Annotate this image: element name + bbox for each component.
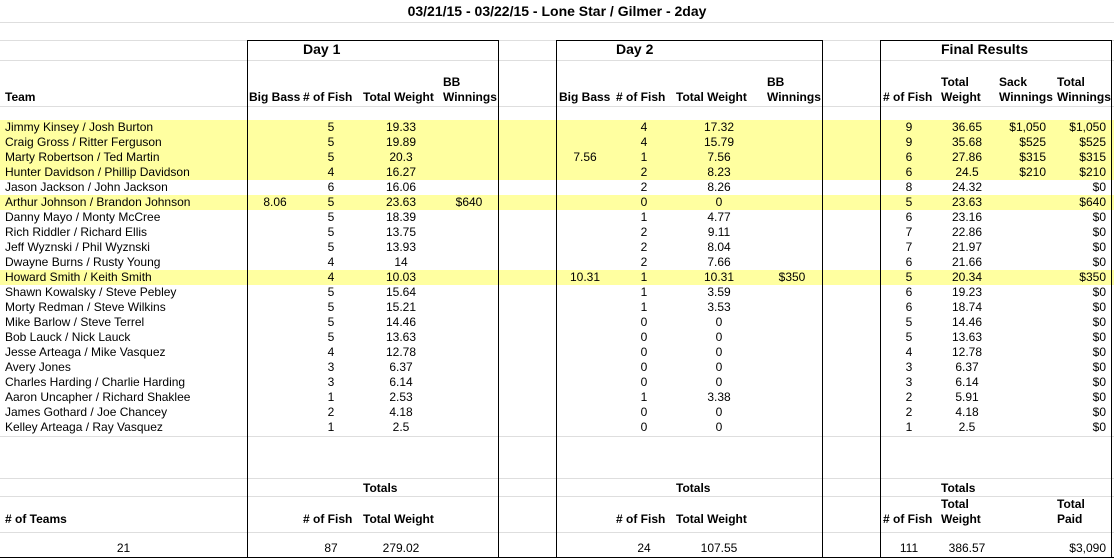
cell-f-wt: 35.68 — [951, 135, 983, 149]
cell-f-wt: 4.18 — [955, 405, 979, 419]
cell-team: Jimmy Kinsey / Josh Burton — [5, 120, 154, 134]
cell-team: Marty Robertson / Ted Martin — [5, 150, 160, 164]
cell-d2-fish: 2 — [640, 240, 648, 254]
cell-d2-wt: 9.11 — [707, 225, 731, 239]
day2-right-border — [822, 40, 823, 558]
cell-d1-fish: 5 — [327, 330, 335, 344]
cell-f-sack: $315 — [1019, 150, 1046, 164]
cell-d2-wt: 0 — [715, 360, 723, 374]
totals-d1-label: Totals — [363, 481, 398, 495]
cell-f-wt: 36.65 — [951, 120, 983, 134]
cell-f-fish: 5 — [905, 270, 913, 284]
header-f-total-winnings: Winnings — [1057, 90, 1111, 104]
cell-d2-wt: 3.59 — [707, 285, 731, 299]
cell-f-wt: 23.63 — [951, 195, 983, 209]
cell-d1-wt: 23.63 — [385, 195, 417, 209]
cell-d1-fish: 5 — [327, 120, 335, 134]
totals-f-label: Totals — [941, 481, 976, 495]
cell-d2-bb: 7.56 — [573, 150, 597, 164]
cell-f-total: $0 — [1092, 420, 1106, 434]
cell-d1-wt: 12.78 — [385, 345, 417, 359]
cell-f-fish: 9 — [905, 135, 913, 149]
cell-d1-fish: 5 — [327, 285, 335, 299]
header-d1-big-bass: Big Bass — [249, 90, 301, 104]
day2-top-border — [556, 40, 823, 41]
cell-d1-wt: 19.89 — [385, 135, 417, 149]
totals-num-teams-label: # of Teams — [5, 512, 67, 526]
cell-team: Jeff Wyznski / Phil Wyznski — [5, 240, 150, 254]
totals-f-weight: 386.57 — [948, 541, 986, 555]
totals-d1-fish-label: # of Fish — [303, 512, 353, 526]
header-d2-big-bass: Big Bass — [559, 90, 611, 104]
cell-f-wt: 6.14 — [955, 375, 979, 389]
cell-d2-wt: 17.32 — [703, 120, 735, 134]
cell-d1-fish: 5 — [327, 225, 335, 239]
cell-f-fish: 6 — [905, 210, 913, 224]
cell-f-total: $0 — [1092, 255, 1106, 269]
cell-d2-wt: 8.26 — [707, 180, 731, 194]
cell-f-fish: 6 — [905, 285, 913, 299]
cell-f-wt: 5.91 — [955, 390, 979, 404]
cell-f-total: $0 — [1092, 225, 1106, 239]
cell-f-total: $315 — [1079, 150, 1106, 164]
cell-d2-fish: 0 — [640, 360, 648, 374]
cell-d1-fish: 2 — [327, 405, 335, 419]
header-f-total: Total — [941, 75, 969, 89]
cell-f-wt: 21.97 — [951, 240, 983, 254]
cell-d1-wt: 2.5 — [392, 420, 410, 434]
cell-d1-wt: 10.03 — [385, 270, 417, 284]
cell-f-wt: 20.34 — [951, 270, 983, 284]
day1-left-border — [247, 40, 248, 558]
cell-d1-wt: 2.53 — [389, 390, 413, 404]
cell-team: Avery Jones — [5, 360, 71, 374]
cell-f-fish: 5 — [905, 330, 913, 344]
final-title: Final Results — [941, 41, 1029, 57]
header-team: Team — [5, 90, 36, 104]
cell-team: Rich Riddler / Richard Ellis — [5, 225, 148, 239]
cell-d2-wt: 0 — [715, 330, 723, 344]
cell-f-fish: 4 — [905, 345, 913, 359]
cell-d2-wt: 0 — [715, 420, 723, 434]
day2-left-border — [556, 40, 557, 558]
cell-f-fish: 7 — [905, 240, 913, 254]
cell-d1-fish: 4 — [327, 345, 335, 359]
cell-d2-fish: 1 — [640, 300, 648, 314]
cell-f-total: $640 — [1079, 195, 1106, 209]
cell-d1-fish: 3 — [327, 375, 335, 389]
cell-d2-wt: 0 — [715, 195, 723, 209]
cell-d2-fish: 2 — [640, 225, 648, 239]
cell-f-wt: 24.5 — [955, 165, 979, 179]
cell-team: Kelley Arteaga / Ray Vasquez — [5, 420, 163, 434]
cell-d2-fish: 1 — [640, 285, 648, 299]
cell-d1-fish: 3 — [327, 360, 335, 374]
cell-f-fish: 8 — [905, 180, 913, 194]
cell-f-fish: 5 — [905, 195, 913, 209]
cell-f-wt: 18.74 — [951, 300, 983, 314]
totals-d2-fish-label: # of Fish — [616, 512, 666, 526]
totals-num-teams: 21 — [116, 541, 131, 555]
cell-team: Charles Harding / Charlie Harding — [5, 375, 186, 389]
cell-f-total: $0 — [1092, 315, 1106, 329]
cell-d1-wt: 15.64 — [385, 285, 417, 299]
cell-f-total: $0 — [1092, 390, 1106, 404]
cell-f-wt: 14.46 — [951, 315, 983, 329]
cell-d1-wt: 20.3 — [389, 150, 413, 164]
header-d2-num-fish: # of Fish — [616, 90, 666, 104]
cell-team: Jason Jackson / John Jackson — [5, 180, 168, 194]
cell-d1-wt: 16.27 — [385, 165, 417, 179]
header-d2-total-weight: Total Weight — [676, 90, 747, 104]
cell-team: Danny Mayo / Monty McCree — [5, 210, 161, 224]
totals-d2-weight-label: Total Weight — [676, 512, 747, 526]
cell-d2-wt: 7.66 — [707, 255, 731, 269]
totals-d1-weight-label: Total Weight — [363, 512, 434, 526]
cell-f-wt: 22.86 — [951, 225, 983, 239]
cell-d2-fish: 1 — [640, 270, 648, 284]
cell-d1-wt: 13.75 — [385, 225, 417, 239]
cell-d2-wt: 3.53 — [707, 300, 731, 314]
cell-d2-wt: 0 — [715, 405, 723, 419]
cell-d2-wt: 0 — [715, 345, 723, 359]
cell-f-total: $0 — [1092, 180, 1106, 194]
cell-f-fish: 3 — [905, 375, 913, 389]
cell-d1-fish: 6 — [327, 180, 335, 194]
cell-d2-wt: 0 — [715, 375, 723, 389]
cell-d1-fish: 4 — [327, 165, 335, 179]
day1-top-border — [247, 40, 499, 41]
cell-d2-wt: 0 — [715, 315, 723, 329]
cell-f-fish: 6 — [905, 300, 913, 314]
cell-d1-wt: 4.18 — [389, 405, 413, 419]
grid-line — [0, 478, 1114, 479]
day2-title: Day 2 — [616, 41, 654, 57]
cell-d2-fish: 1 — [640, 210, 648, 224]
header-d2-bb: BB — [767, 75, 785, 89]
cell-team: Aaron Uncapher / Richard Shaklee — [5, 390, 191, 404]
totals-f-weight-label: Weight — [941, 512, 981, 526]
totals-d2-weight: 107.55 — [700, 541, 738, 555]
cell-d2-wt: 3.38 — [707, 390, 731, 404]
day1-right-border — [498, 40, 499, 558]
cell-d2-fish: 2 — [640, 180, 648, 194]
cell-d1-fish: 4 — [327, 270, 335, 284]
cell-d2-wt: 8.04 — [707, 240, 731, 254]
cell-f-wt: 23.16 — [951, 210, 983, 224]
cell-f-total: $0 — [1092, 405, 1106, 419]
totals-f-paid: $3,090 — [1069, 541, 1106, 555]
cell-f-total: $1,050 — [1069, 120, 1106, 134]
totals-f-total-label: Total — [941, 497, 969, 511]
grid-line — [0, 532, 1114, 533]
sheet-title: 03/21/15 - 03/22/15 - Lone Star / Gilmer - 2day — [407, 3, 707, 19]
cell-f-total: $525 — [1079, 135, 1106, 149]
totals-d1-fish: 87 — [324, 541, 338, 555]
cell-d1-fish: 5 — [327, 240, 335, 254]
cell-f-fish: 5 — [905, 315, 913, 329]
grid-line — [0, 106, 1114, 107]
header-d1-total-weight: Total Weight — [363, 90, 434, 104]
cell-d1-wt: 15.21 — [385, 300, 417, 314]
cell-f-total: $0 — [1092, 210, 1106, 224]
cell-f-wt: 6.37 — [955, 360, 979, 374]
header-f-weight: Weight — [941, 90, 981, 104]
cell-team: Mike Barlow / Steve Terrel — [5, 315, 145, 329]
cell-d2-fish: 0 — [640, 420, 648, 434]
final-right-border — [1111, 40, 1112, 558]
cell-team: Bob Lauck / Nick Lauck — [5, 330, 131, 344]
cell-d1-fish: 5 — [327, 315, 335, 329]
header-f-total-win: Total — [1057, 75, 1085, 89]
cell-d2-fish: 0 — [640, 345, 648, 359]
cell-d2-bbw: $350 — [778, 270, 806, 284]
grid-line — [0, 60, 1114, 61]
cell-d1-bb: 8.06 — [263, 195, 287, 209]
cell-d1-wt: 16.06 — [385, 180, 417, 194]
cell-d2-wt: 15.79 — [703, 135, 735, 149]
cell-d1-bbw: $640 — [455, 195, 483, 209]
cell-f-total: $350 — [1079, 270, 1106, 284]
cell-f-sack: $210 — [1019, 165, 1046, 179]
cell-d2-wt: 4.77 — [707, 210, 731, 224]
cell-f-fish: 7 — [905, 225, 913, 239]
cell-f-sack: $525 — [1019, 135, 1046, 149]
cell-team: Shawn Kowalsky / Steve Pebley — [5, 285, 177, 299]
cell-f-total: $0 — [1092, 360, 1106, 374]
cell-d1-fish: 5 — [327, 135, 335, 149]
totals-f-fish: 111 — [899, 541, 919, 555]
cell-d1-wt: 13.63 — [385, 330, 417, 344]
cell-d2-fish: 2 — [640, 165, 648, 179]
cell-d1-fish: 1 — [327, 420, 335, 434]
cell-team: Hunter Davidson / Phillip Davidson — [5, 165, 190, 179]
cell-d1-fish: 5 — [327, 300, 335, 314]
cell-d1-fish: 4 — [327, 255, 335, 269]
cell-team: Jesse Arteaga / Mike Vasquez — [5, 345, 166, 359]
cell-f-total: $0 — [1092, 300, 1106, 314]
cell-d2-fish: 1 — [640, 150, 648, 164]
cell-d2-fish: 4 — [640, 120, 648, 134]
cell-f-fish: 3 — [905, 360, 913, 374]
cell-f-fish: 6 — [905, 255, 913, 269]
cell-d2-fish: 0 — [640, 375, 648, 389]
cell-f-fish: 9 — [905, 120, 913, 134]
cell-f-wt: 12.78 — [951, 345, 983, 359]
cell-d2-fish: 2 — [640, 255, 648, 269]
cell-team: Dwayne Burns / Rusty Young — [5, 255, 161, 269]
header-f-sack: Sack — [999, 75, 1028, 89]
cell-team: Arthur Johnson / Brandon Johnson — [5, 195, 191, 209]
day1-title: Day 1 — [303, 41, 341, 57]
cell-f-fish: 2 — [905, 405, 913, 419]
cell-d1-wt: 18.39 — [385, 210, 417, 224]
cell-f-total: $0 — [1092, 375, 1106, 389]
cell-team: James Gothard / Joe Chancey — [5, 405, 168, 419]
cell-d2-fish: 0 — [640, 330, 648, 344]
cell-d1-wt: 19.33 — [385, 120, 417, 134]
cell-d2-fish: 0 — [640, 315, 648, 329]
totals-f-paid-label: Paid — [1057, 512, 1083, 526]
totals-f-fish-label: # of Fish — [883, 512, 933, 526]
cell-d2-fish: 1 — [640, 390, 648, 404]
totals-d2-label: Totals — [676, 481, 711, 495]
cell-f-total: $0 — [1092, 285, 1106, 299]
cell-d2-wt: 8.23 — [707, 165, 731, 179]
header-d2-winnings: Winnings — [767, 90, 821, 104]
cell-d1-fish: 5 — [327, 150, 335, 164]
grid-line — [0, 436, 1114, 437]
cell-f-total: $0 — [1092, 330, 1106, 344]
cell-f-wt: 24.32 — [951, 180, 983, 194]
cell-f-total: $0 — [1092, 240, 1106, 254]
cell-d1-fish: 1 — [327, 390, 335, 404]
cell-f-wt: 21.66 — [951, 255, 983, 269]
cell-f-total: $0 — [1092, 345, 1106, 359]
cell-f-wt: 27.86 — [951, 150, 983, 164]
header-d1-bb: BB — [443, 75, 461, 89]
cell-d2-wt: 7.56 — [707, 150, 731, 164]
cell-d2-wt: 10.31 — [703, 270, 735, 284]
cell-d2-fish: 4 — [640, 135, 648, 149]
cell-d1-wt: 6.37 — [389, 360, 413, 374]
cell-f-wt: 19.23 — [951, 285, 983, 299]
header-f-num-fish: # of Fish — [883, 90, 933, 104]
header-d1-num-fish: # of Fish — [303, 90, 353, 104]
cell-d1-wt: 14.46 — [385, 315, 417, 329]
cell-f-wt: 2.5 — [958, 420, 976, 434]
cell-team: Morty Redman / Steve Wilkins — [5, 300, 166, 314]
cell-f-wt: 13.63 — [951, 330, 983, 344]
cell-team: Craig Gross / Ritter Ferguson — [5, 135, 162, 149]
cell-d1-wt: 6.14 — [389, 375, 413, 389]
cell-f-total: $210 — [1079, 165, 1106, 179]
totals-d1-weight: 279.02 — [382, 541, 420, 555]
cell-team: Howard Smith / Keith Smith — [5, 270, 152, 284]
cell-f-sack: $1,050 — [1009, 120, 1046, 134]
cell-d1-fish: 5 — [327, 195, 335, 209]
cell-f-fish: 2 — [905, 390, 913, 404]
cell-f-fish: 6 — [905, 165, 913, 179]
cell-f-fish: 6 — [905, 150, 913, 164]
cell-d1-wt: 13.93 — [385, 240, 417, 254]
cell-d2-bb: 10.31 — [569, 270, 601, 284]
grid-line — [0, 22, 1114, 23]
cell-d1-fish: 5 — [327, 210, 335, 224]
header-f-sack-winnings: Winnings — [999, 90, 1053, 104]
cell-f-fish: 1 — [905, 420, 913, 434]
cell-d2-fish: 0 — [640, 405, 648, 419]
cell-d1-wt: 14 — [394, 255, 408, 269]
totals-f-total-paid-label: Total — [1057, 497, 1085, 511]
cell-d2-fish: 0 — [640, 195, 648, 209]
header-d1-winnings: Winnings — [443, 90, 497, 104]
totals-d2-fish: 24 — [637, 541, 651, 555]
